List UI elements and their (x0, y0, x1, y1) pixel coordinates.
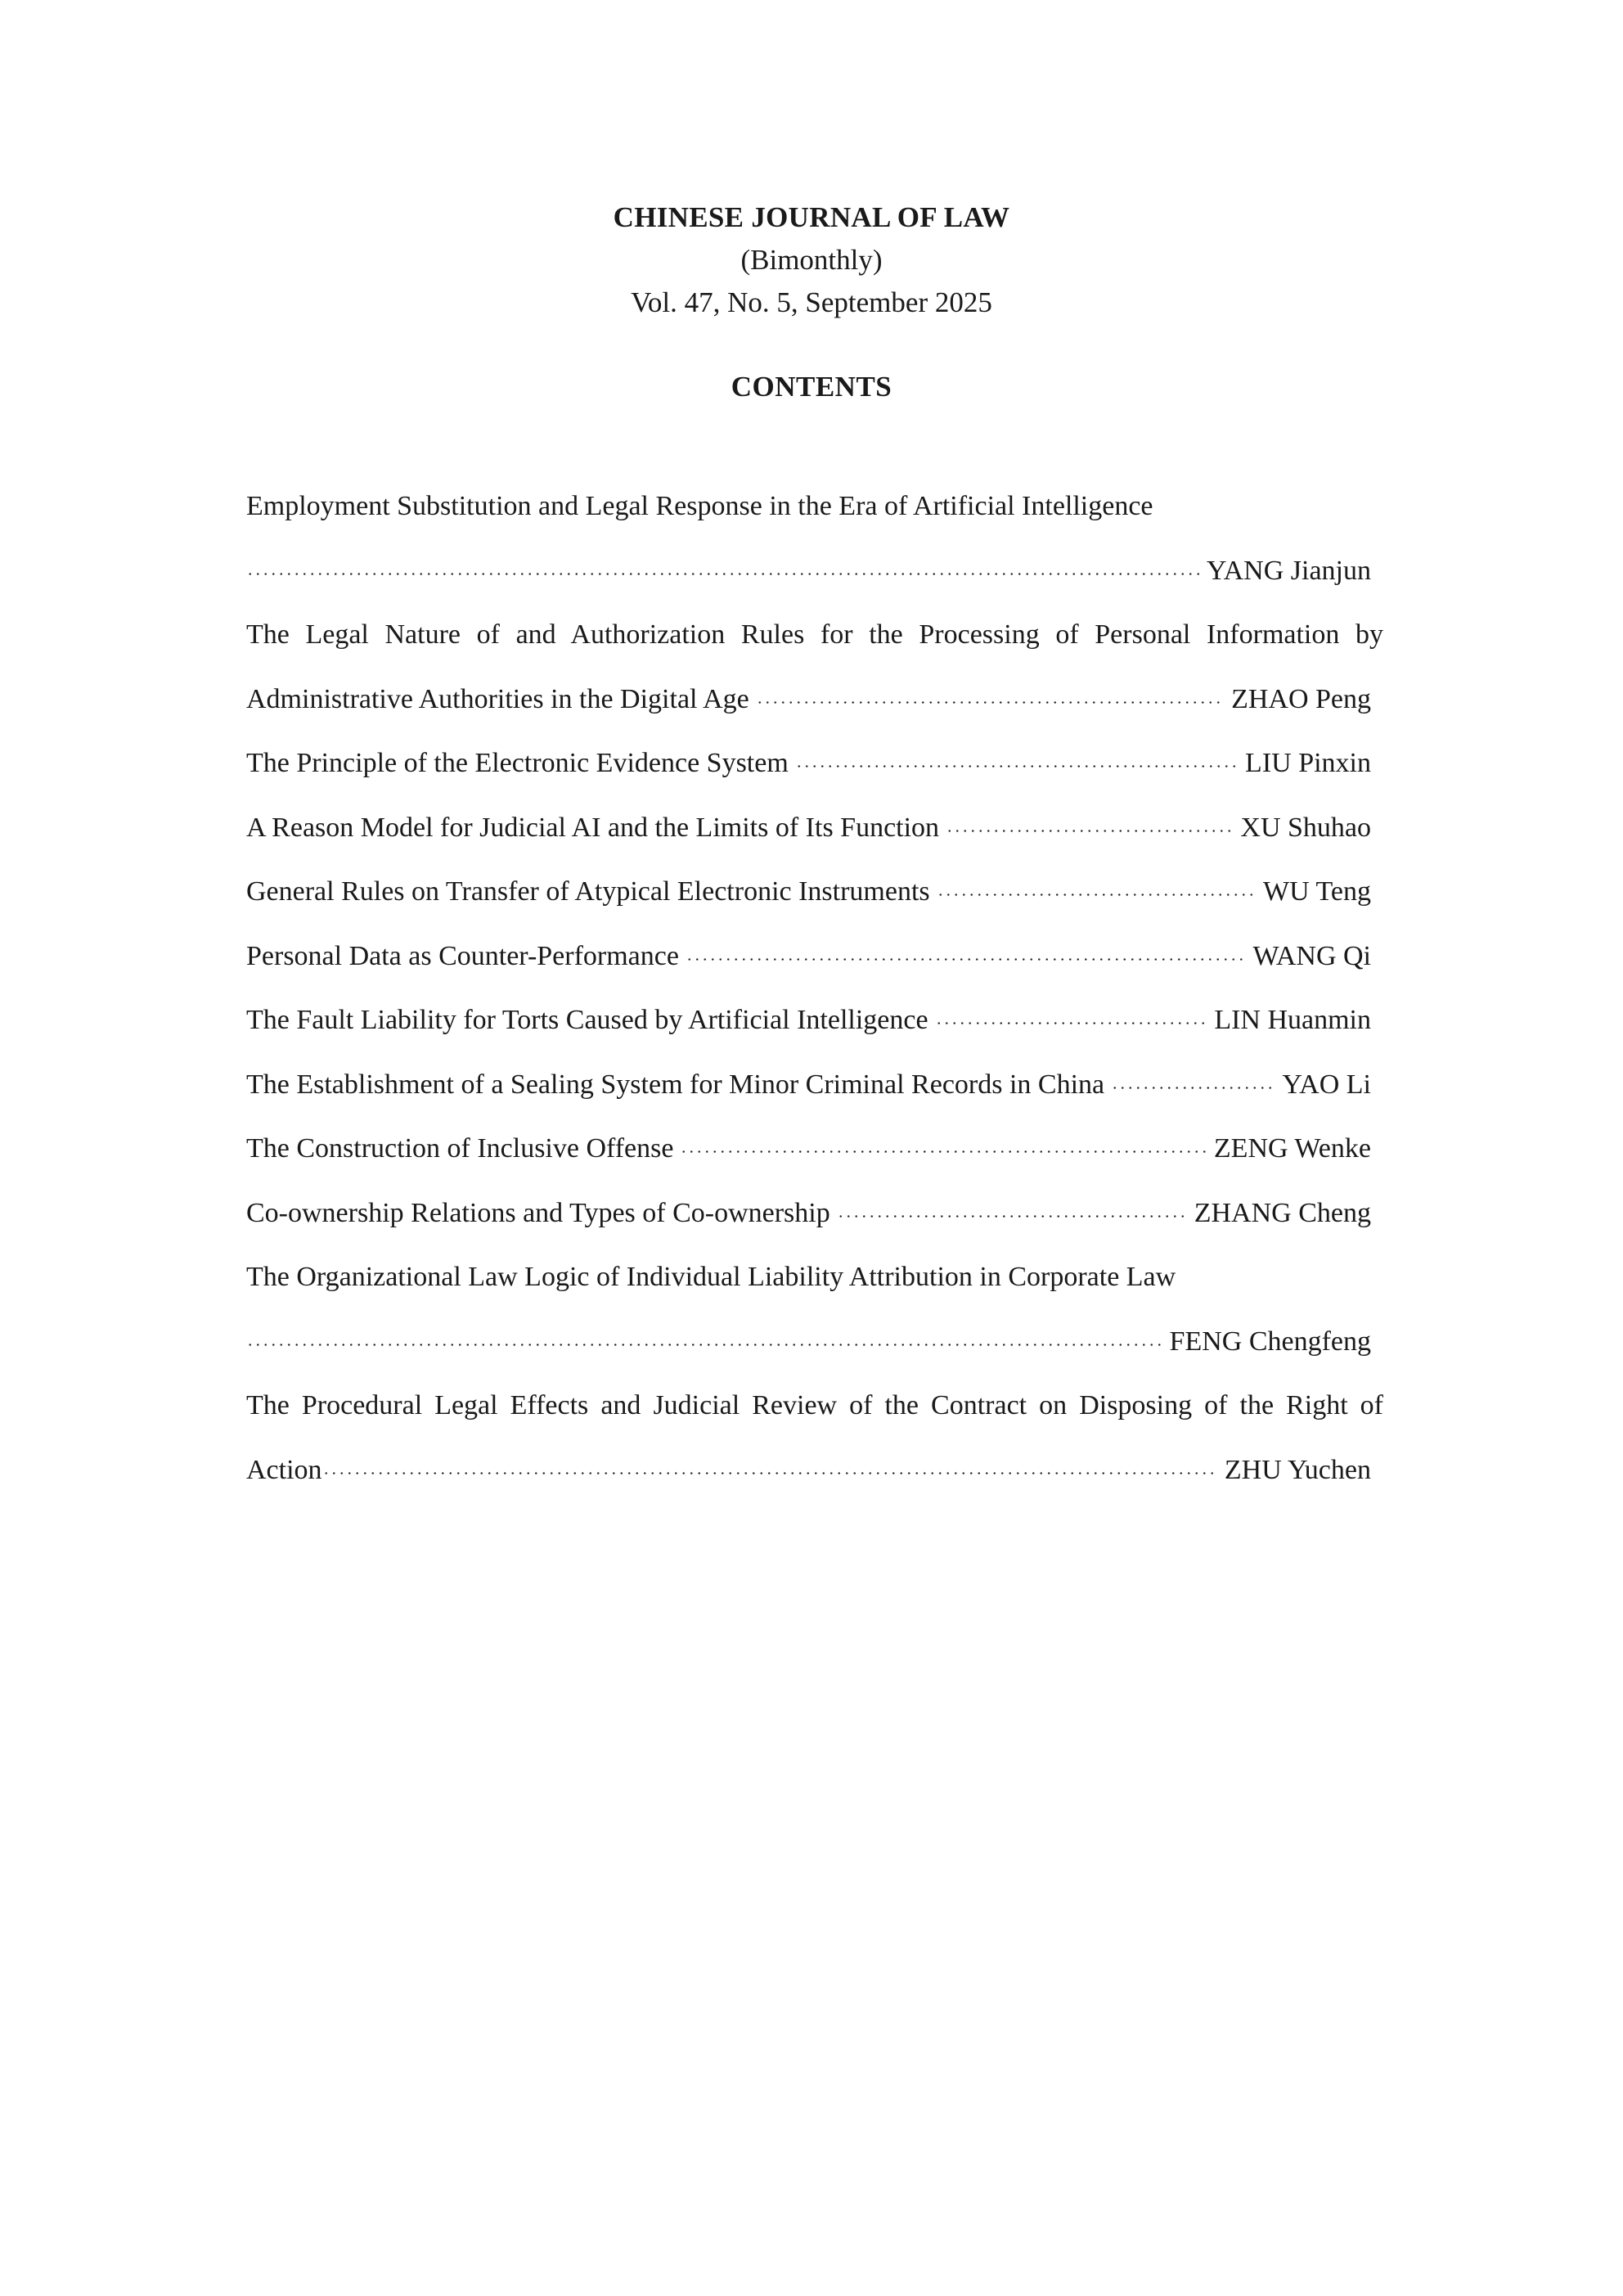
article-author: YAO Li (1282, 1069, 1371, 1100)
article-title[interactable]: The Organizational Law Logic of Individual Liability Attribution in Corporate Law (246, 1262, 1176, 1292)
article-title[interactable]: The Legal Nature of and Authorization Rules for the Processing of Personal Information by (246, 619, 1383, 650)
publication-frequency: (Bimonthly) (740, 244, 883, 276)
toc-entry (246, 999, 1383, 1064)
article-author: YANG Jianjun (1206, 555, 1371, 586)
dot-leader (837, 1192, 1188, 1235)
article-author: WU Teng (1262, 876, 1371, 907)
toc-entry (246, 1449, 1383, 1514)
article-author: LIN Huanmin (1214, 1005, 1371, 1035)
table-of-contents (246, 485, 1383, 1513)
dot-leader (937, 871, 1257, 913)
toc-entry (246, 807, 1383, 871)
contents-heading: CONTENTS (731, 371, 892, 403)
toc-entry (246, 1128, 1383, 1192)
dot-leader (1111, 1064, 1275, 1106)
article-author: ZHAO Peng (1231, 683, 1371, 714)
issue-info: Vol. 47, No. 5, September 2025 (631, 286, 992, 318)
article-title[interactable]: The Construction of Inclusive Offense (246, 1133, 674, 1164)
toc-entry (246, 871, 1383, 935)
dot-leader (322, 1449, 1218, 1492)
article-title[interactable]: Personal Data as Counter-Performance (246, 940, 679, 971)
article-author: FENG Chengfeng (1169, 1326, 1371, 1357)
article-author: ZHU Yuchen (1224, 1454, 1371, 1485)
toc-entry-title (246, 614, 1383, 678)
dot-leader (935, 999, 1208, 1042)
article-title[interactable]: General Rules on Transfer of Atypical Electronic Instruments (246, 876, 930, 907)
article-author: ZENG Wenke (1213, 1133, 1371, 1164)
journal-title: CHINESE JOURNAL OF LAW (613, 201, 1010, 233)
toc-entry (246, 678, 1383, 743)
dot-leader (686, 935, 1247, 978)
article-author: XU Shuhao (1240, 812, 1371, 843)
dot-leader (680, 1128, 1207, 1170)
toc-entry-title (246, 485, 1383, 550)
article-title-continued[interactable]: Administrative Authorities in the Digital Age (246, 683, 749, 714)
toc-entry (246, 1192, 1383, 1257)
toc-entry (246, 742, 1383, 807)
toc-entry-author-line (246, 550, 1383, 615)
article-title[interactable]: The Procedural Legal Effects and Judicial Review of the Contract on Disposing of the Right of (246, 1390, 1383, 1420)
article-author: LIU Pinxin (1245, 748, 1371, 778)
toc-entry-title (246, 1384, 1383, 1449)
toc-entry (246, 935, 1383, 1000)
masthead (0, 196, 1623, 408)
article-author: ZHANG Cheng (1194, 1197, 1371, 1228)
article-author: WANG Qi (1252, 940, 1371, 971)
toc-entry (246, 1064, 1383, 1128)
toc-entry-author-line (246, 1321, 1383, 1385)
article-title[interactable]: The Fault Liability for Torts Caused by Artificial Intelligence (246, 1005, 928, 1035)
dot-leader (756, 678, 1225, 721)
dot-leader (246, 550, 1200, 592)
toc-entry-title (246, 1256, 1383, 1321)
article-title-continued[interactable]: Action (246, 1454, 322, 1485)
dot-leader (946, 807, 1234, 849)
article-title[interactable]: A Reason Model for Judicial AI and the Limits of Its Function (246, 812, 940, 843)
article-title[interactable]: Employment Substitution and Legal Response in the Era of Artificial Intelligence (246, 491, 1153, 521)
dot-leader (246, 1321, 1163, 1363)
article-title[interactable]: Co-ownership Relations and Types of Co-ownership (246, 1197, 830, 1228)
article-title[interactable]: The Establishment of a Sealing System for Minor Criminal Records in China (246, 1069, 1105, 1100)
dot-leader (795, 742, 1239, 785)
article-title[interactable]: The Principle of the Electronic Evidence System (246, 748, 789, 778)
